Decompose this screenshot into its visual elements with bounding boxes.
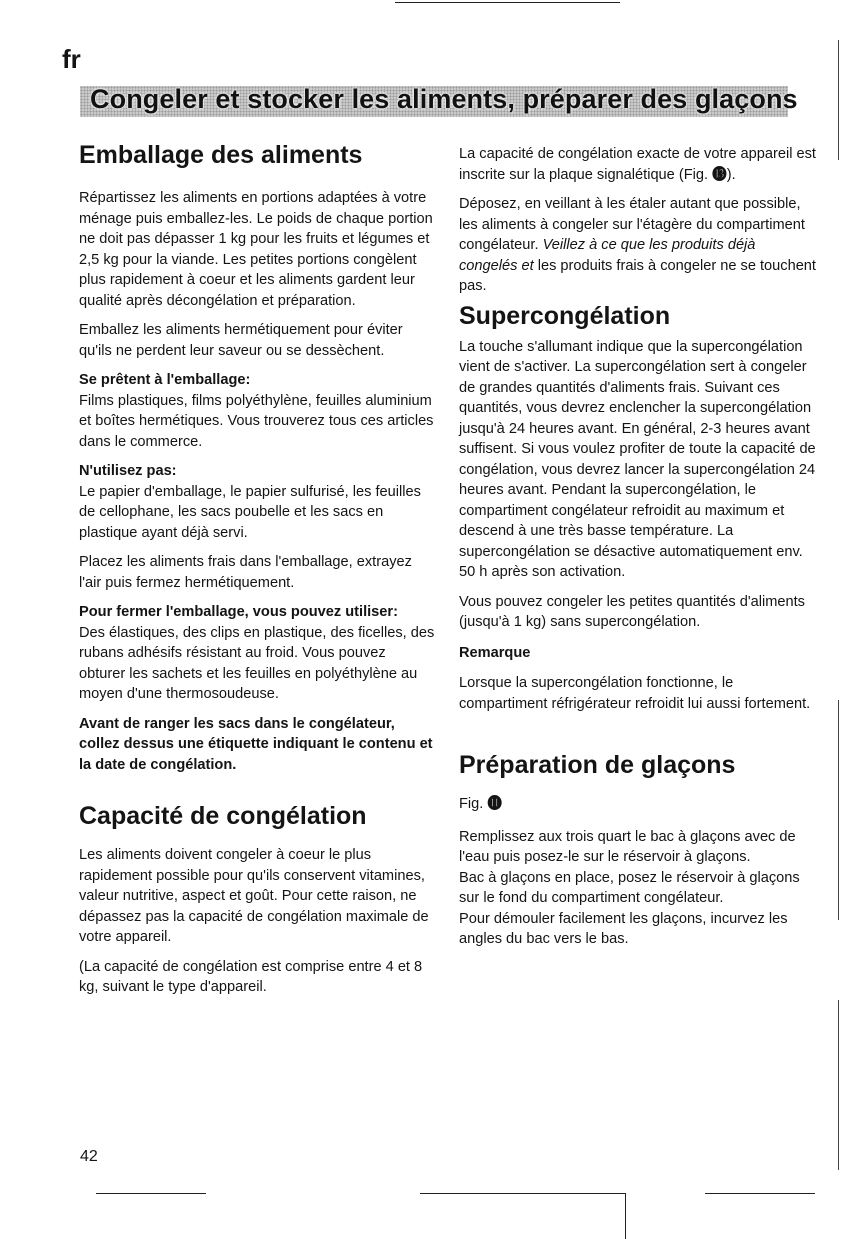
italic-note: Veillez à ce que les produits déjà congelés et (459, 237, 756, 274)
figure-11-ref: ⓫ (487, 796, 502, 812)
paragraph (79, 602, 435, 705)
paragraph (459, 144, 817, 185)
paragraph: La touche s'allumant indique que la supercongélation vient de s'activer. La supercongélation sert à congeler de grandes quantités d'aliments frais. Suivant ces quantités, vous devrez enclencher la supercongélation jusqu'à 24 heures avant. En général, 2-3 heures avant suffisent. Si vous voulez profiter de toute la capacité de congélation, vous devrez lancer la supercongélation 24 heures avant. Pendant la supercongélation, le compartiment congélateur refroidit au maximum et descend à une très basse température. La supercongélation se désactive automatiquement env. 50 h après son activation. (459, 338, 816, 580)
remark-label (459, 643, 817, 664)
heading-supercongelation: Supercongélation (459, 301, 671, 330)
paragraph: Bac à glaçons en place, posez le réservoir à glaçons sur le fond du compartiment congélateur. (459, 869, 800, 906)
paragraph: Lorsque la supercongélation fonctionne, le compartiment réfrigérateur refroidit lui aussi fortement. (459, 675, 811, 712)
paragraph: (La capacité de congélation est comprise entre 4 et 8 kg, suivant le type d'appareil. (79, 958, 423, 995)
paragraph: Répartissez les aliments en portions adaptées à votre ménage puis emballez-les. Le poids de chaque portion ne doit pas dépasser 1 kg pour les fruits et légumes et 2,5 kg pour la viande. Les petites portions congèlent plus rapidement à coeur et les aliments gardent leur qualité après décongélation et préparation. (79, 190, 433, 309)
heading-capacite: Capacité de congélation (79, 802, 367, 830)
scan-edge-mark (838, 1000, 839, 1170)
scan-edge-mark (838, 40, 839, 160)
footer-rule (420, 1193, 626, 1194)
paragraph: Emballez les aliments hermétiquement pour éviter qu'ils ne perdent leur saveur ou se dessèchent. (79, 322, 403, 359)
paragraph-label: Pour fermer l'emballage, vous pouvez utiliser: (79, 604, 398, 620)
paragraph-text: Films plastiques, films polyéthylène, feuilles aluminium et boîtes hermétiques. Vous trouverez tous ces articles dans le commerce. (79, 392, 434, 450)
paragraph: Vous pouvez congeler les petites quantités d'aliments (jusqu'à 1 kg) sans supercongélation. (459, 593, 805, 630)
bold-note: Avant de ranger les sacs dans le congélateur, collez dessus une étiquette indiquant le contenu et la date de congélation. (79, 715, 433, 773)
paragraph (79, 370, 435, 452)
heading-emballage: Emballage des aliments (79, 141, 363, 169)
paragraph: Les aliments doivent congeler à coeur le plus rapidement possible pour qu'ils conservent vitamines, valeur nutritive, aspect et goût. Pour cette raison, ne dépassez pas la capacité de congélation maximale de votre appareil. (79, 847, 429, 945)
section-banner-title: Congeler et stocker les aliments, préparer des glaçons (90, 84, 798, 114)
right-column (459, 144, 817, 950)
remark-heading: Remarque (459, 644, 531, 661)
paragraph-text: Le papier d'emballage, le papier sulfurisé, les feuilles de cellophane, les sacs poubelle et les sacs en plastique ayant déjà servi. (79, 483, 421, 541)
top-rule (395, 2, 620, 3)
paragraph-label: N'utilisez pas: (79, 463, 177, 479)
footer-rule (96, 1193, 206, 1194)
page-number: 42 (80, 1148, 98, 1165)
paragraph (79, 461, 435, 543)
left-column (79, 140, 435, 998)
paragraph-text: Déposez, en veillant à les étaler autant que possible, les aliments à congeler sur l'étagère du compartiment congélateur. (459, 196, 805, 253)
paragraph-text: ). (726, 166, 736, 183)
figure-11-label (459, 794, 817, 815)
scan-edge-mark (838, 700, 839, 920)
paragraph: Remplissez aux trois quart le bac à glaçons avec de l'eau puis posez-le sur le réservoir à glaçons. (459, 828, 796, 865)
paragraph: Placez les aliments frais dans l'emballage, extrayez l'air puis fermez hermétiquement. (79, 554, 412, 591)
paragraph-bold (79, 714, 435, 776)
paragraph-text: les produits frais à congeler ne se touchent pas. (459, 257, 816, 294)
footer-rule (705, 1193, 815, 1194)
paragraph (459, 194, 817, 297)
figure-13-ref: ⓭ (712, 166, 727, 183)
paragraph-text: La capacité de congélation exacte de votre appareil est inscrite sur la plaque signalétique (Fig. (459, 146, 816, 183)
footer-rule-vertical (625, 1193, 626, 1239)
paragraph: Pour démouler facilement les glaçons, incurvez les angles du bac vers le bas. (459, 910, 788, 947)
language-code: fr (62, 44, 81, 74)
paragraph-label: Se prêtent à l'emballage: (79, 372, 251, 388)
paragraph-text: Des élastiques, des clips en plastique, des ficelles, des rubans adhésifs résistant au froid. Vous pouvez obturer les sachets et les feuilles en polyéthylène au moyen d'une thermosoudeuse. (79, 624, 435, 702)
heading-glacons: Préparation de glaçons (459, 751, 736, 779)
figure-label: Fig. (459, 796, 488, 812)
